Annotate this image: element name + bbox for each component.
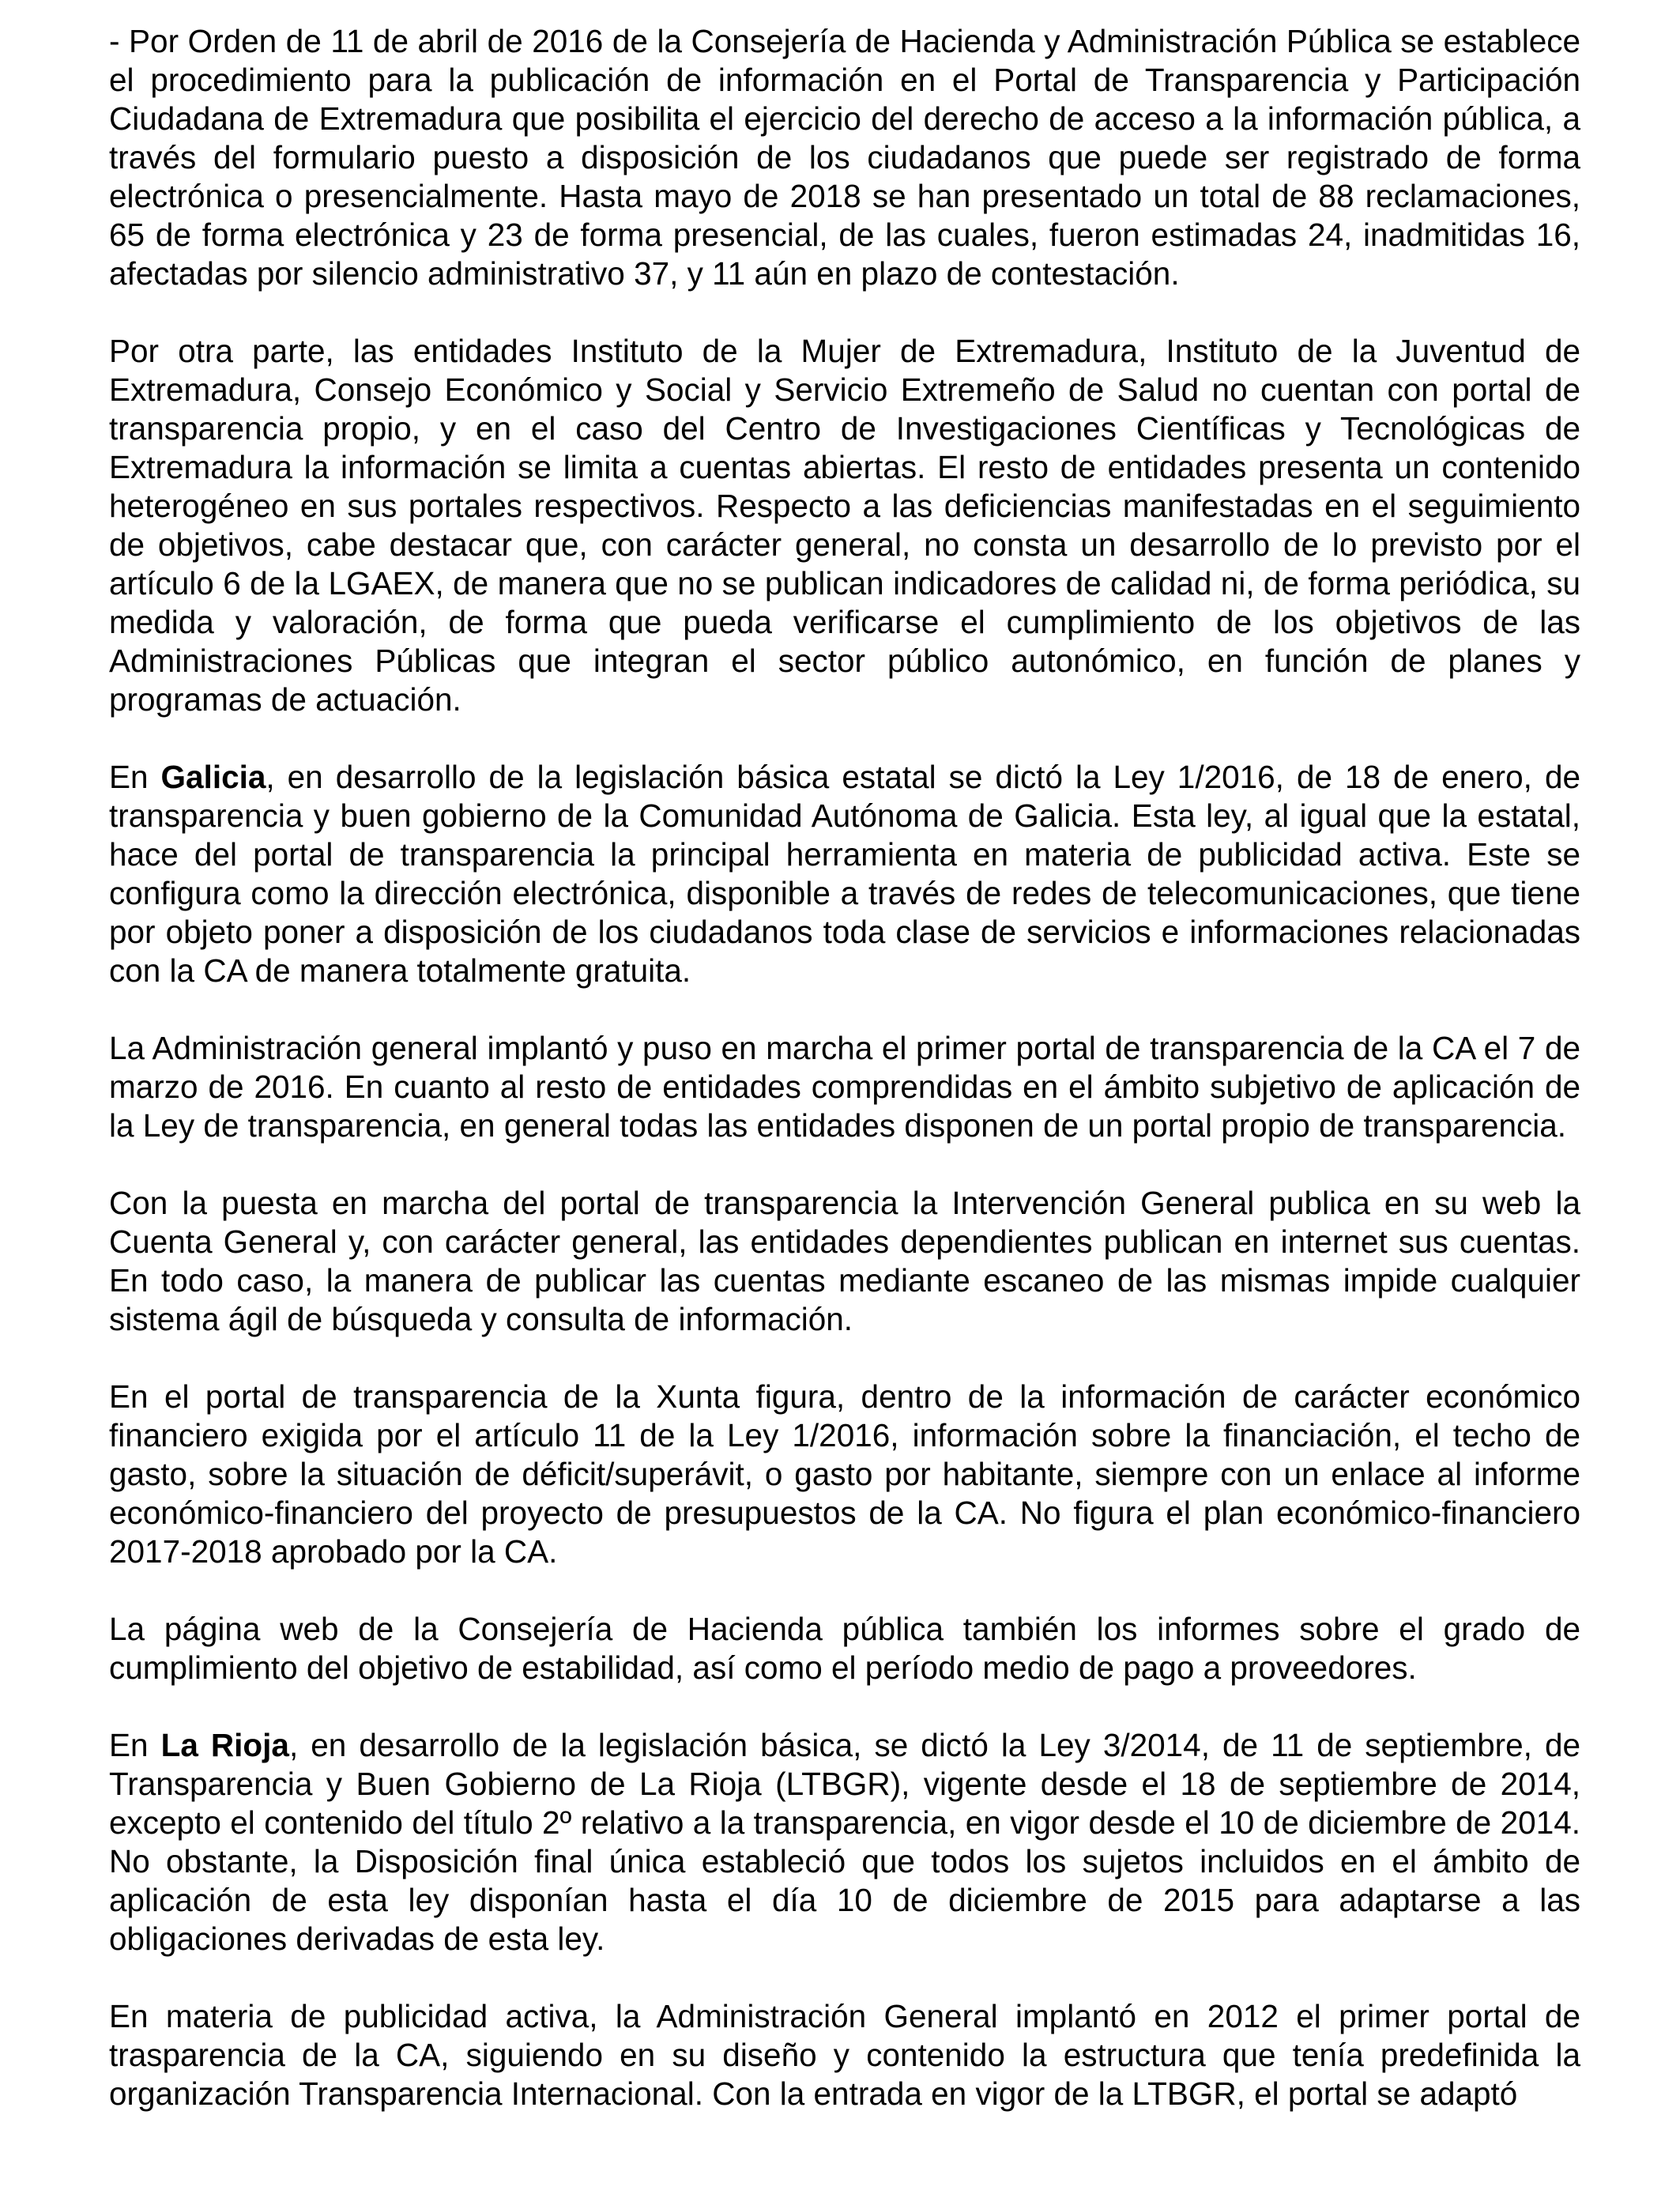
paragraph-extremadura-entidades	[109, 332, 1580, 719]
paragraph-galicia-xunta	[109, 1378, 1580, 1571]
paragraph-text-lead: En	[109, 1727, 161, 1763]
document-page	[109, 22, 1580, 2113]
paragraph-text: Por otra parte, las entidades Instituto de la Mujer de Extremadura, Instituto de la Juventud de Extremadura, Consejo Económico y Social y Servicio Extremeño de Salud no cuentan con portal de transparencia propio, y en el caso del Centro de Investigaciones Científicas y Tecnológicas de Extremadura la información se limita a cuentas abiertas. El resto de entidades presenta un contenido heterogéneo en sus portales respectivos. Respecto a las deficiencias manifestadas en el seguimiento de objetivos, cabe destacar que, con carácter general, no consta un desarrollo de lo previsto por el artículo 6 de la LGAEX, de manera que no se publican indicadores de calidad ni, de forma periódica, su medida y valoración, de forma que pueda verificarse el cumplimiento de los objetivos de las Administraciones Públicas que integran el sector público autonómico, en función de planes y programas de actuación.	[109, 333, 1580, 718]
paragraph-text: , en desarrollo de la legislación básica, se dictó la Ley 3/2014, de 11 de septiembre, de Transparencia y Buen Gobierno de La Rioja (LTBGR), vigente desde el 18 de septiembre de 2014, excepto el contenido del título 2º relativo a la transparencia, en vigor desde el 10 de diciembre de 2014. No obstante, la Disposición final única estableció que todos los sujetos incluidos en el ámbito de aplicación de esta ley disponían hasta el día 10 de diciembre de 2015 para adaptarse a las obligaciones derivadas de esta ley.	[109, 1727, 1581, 1957]
paragraph-galicia-cuentas	[109, 1184, 1580, 1339]
paragraph-text: Con la puesta en marcha del portal de transparencia la Intervención General publica en su web la Cuenta General y, con carácter general, las entidades dependientes publican en internet sus cuentas. En todo caso, la manera de publicar las cuentas mediante escaneo de las mismas impide cualquier sistema ágil de búsqueda y consulta de información.	[109, 1185, 1580, 1337]
paragraph-galicia-portal	[109, 1029, 1580, 1145]
paragraph-text: , en desarrollo de la legislación básica estatal se dictó la Ley 1/2016, de 18 de enero, de transparencia y buen gobierno de la Comunidad Autónoma de Galicia. Esta ley, al igual que la estatal, hace del portal de transparencia la principal herramienta en materia de publicidad activa. Este se configura como la dirección electrónica, disponible a través de redes de telecomunicaciones, que tiene por objeto poner a disposición de los ciudadanos toda clase de servicios e informaciones relacionadas con la CA de manera totalmente gratuita.	[109, 759, 1580, 989]
paragraph-galicia-hacienda	[109, 1610, 1580, 1687]
region-name-la-rioja: La Rioja	[160, 1727, 289, 1763]
region-name-galicia: Galicia	[160, 759, 266, 795]
paragraph-la-rioja-ley	[109, 1726, 1580, 1958]
paragraph-galicia-ley	[109, 758, 1580, 990]
paragraph-text: - Por Orden de 11 de abril de 2016 de la Consejería de Hacienda y Administración Pública se establece el procedimiento para la publicación de información en el Portal de Transparencia y Participación Ciudadana de Extremadura que posibilita el ejercicio del derecho de acceso a la información pública, a través del formulario puesto a disposición de los ciudadanos que puede ser registrado de forma electrónica o presencialmente. Hasta mayo de 2018 se han presentado un total de 88 reclamaciones, 65 de forma electrónica y 23 de forma presencial, de las cuales, fueron estimadas 24, inadmitidas 16, afectadas por silencio administrativo 37, y 11 aún en plazo de contestación.	[109, 23, 1580, 292]
paragraph-la-rioja-portal	[109, 1997, 1580, 2113]
paragraph-text: En el portal de transparencia de la Xunta figura, dentro de la información de carácter económico financiero exigida por el artículo 11 de la Ley 1/2016, información sobre la financiación, el techo de gasto, sobre la situación de déficit/superávit, o gasto por habitante, siempre con un enlace al informe económico-financiero del proyecto de presupuestos de la CA. No figura el plan económico-financiero 2017-2018 aprobado por la CA.	[109, 1378, 1580, 1570]
paragraph-text: La página web de la Consejería de Hacienda pública también los informes sobre el grado de cumplimiento del objetivo de estabilidad, así como el período medio de pago a proveedores.	[109, 1611, 1580, 1686]
paragraph-text-lead: En	[109, 759, 161, 795]
paragraph-extremadura-orden	[109, 22, 1580, 293]
paragraph-text: En materia de publicidad activa, la Administración General implantó en 2012 el primer portal de trasparencia de la CA, siguiendo en su diseño y contenido la estructura que tenía predefinida la organización Transparencia Internacional. Con la entrada en vigor de la LTBGR, el portal se adaptó	[109, 1998, 1580, 2112]
paragraph-text: La Administración general implantó y puso en marcha el primer portal de transparencia de la CA el 7 de marzo de 2016. En cuanto al resto de entidades comprendidas en el ámbito subjetivo de aplicación de la Ley de transparencia, en general todas las entidades disponen de un portal propio de transparencia.	[109, 1030, 1580, 1144]
